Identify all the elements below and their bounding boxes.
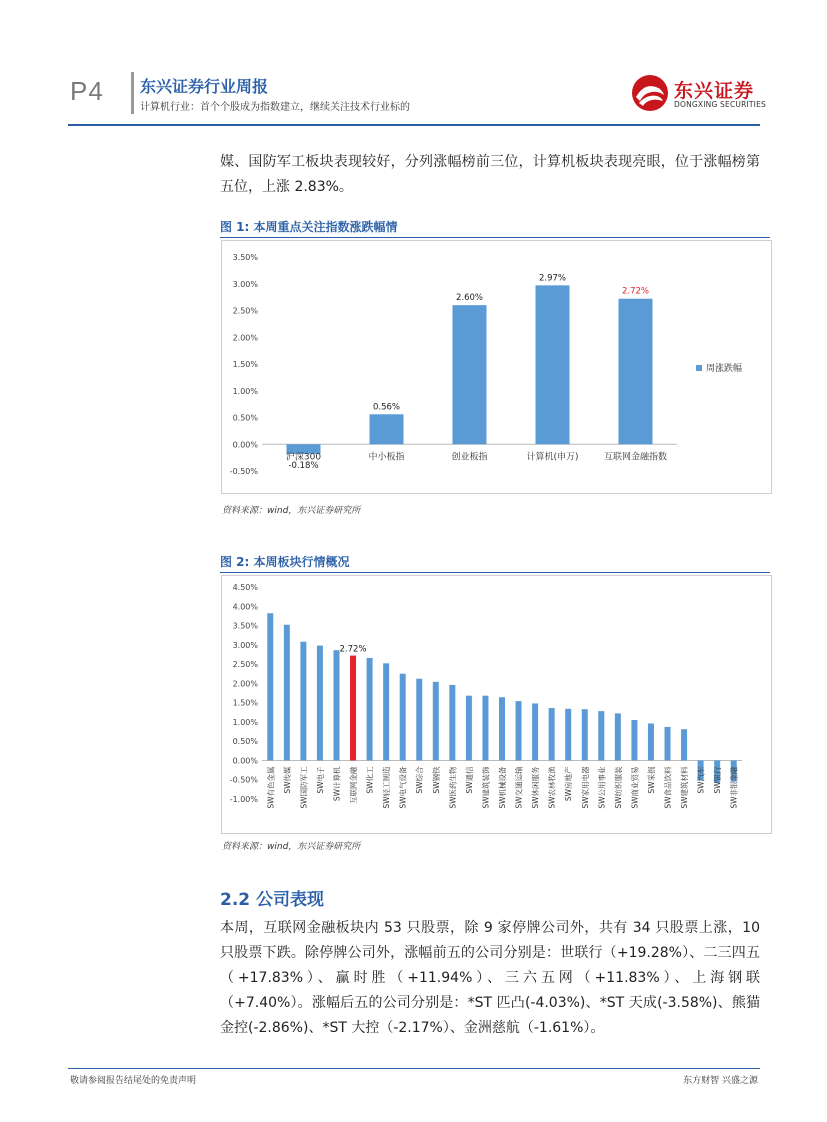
figure2-category-label: SW通信 <box>464 766 474 794</box>
figure2-category-label: SW轻工制造 <box>382 766 392 809</box>
figure2-category-label: SW银行 <box>713 766 723 794</box>
figure1-y-tick-label: 3.50% <box>232 253 258 262</box>
figure2-highlight-label: 2.72% <box>339 644 367 655</box>
figure1-y-tick-label: 2.50% <box>232 306 258 316</box>
figure2-title: 图 2: 本周板块行情概况 <box>220 555 350 569</box>
figure2-y-tick-label: 2.00% <box>232 679 258 689</box>
figure1-y-tick-label: 1.00% <box>232 386 258 396</box>
figure2-category-label: SW食品饮料 <box>663 766 673 809</box>
figure1-chart-frame <box>221 240 772 494</box>
figure2-category-label: SW综合 <box>415 766 425 794</box>
figure2-title-rule <box>220 572 770 573</box>
figure2-category-label: SW机械设备 <box>498 766 507 809</box>
figure2-bar <box>565 709 571 761</box>
figure1-data-label: 2.60% <box>455 293 484 304</box>
figure2-y-tick-label: 4.50% <box>232 583 258 592</box>
figure2-y-tick-label: 2.50% <box>232 660 258 670</box>
figure2-bar <box>383 663 389 760</box>
figure2-category-label: SW建筑材料 <box>680 766 690 809</box>
figure2-bar <box>549 708 555 760</box>
header-divider <box>131 72 134 114</box>
figure2-y-tick-label: 0.00% <box>232 756 258 766</box>
figure2-bar <box>333 650 339 760</box>
figure2-bar <box>482 696 488 761</box>
figure2-bar <box>284 625 290 761</box>
figure2-bar <box>433 682 439 761</box>
figure2-bar <box>499 697 505 760</box>
figure1-data-label: 2.97% <box>538 273 567 284</box>
figure1-title-rule <box>220 237 770 238</box>
figure1-data-label: -0.18% <box>288 460 319 471</box>
figure2-category-label: SW传媒 <box>282 766 292 794</box>
footer-rule <box>68 1068 760 1069</box>
figure1-category-label: 创业板指 <box>451 452 488 463</box>
figure2-y-tick-label: 1.00% <box>232 717 258 727</box>
figure2-y-tick-label: -0.50% <box>229 775 258 785</box>
figure2-category-label: SW汽车 <box>696 766 706 794</box>
figure2-category-label: SW电气设备 <box>398 766 408 809</box>
figure1-bar <box>370 414 404 444</box>
figure2-category-label: SW医药生物 <box>448 766 458 809</box>
figure1-y-tick-label: 2.00% <box>232 333 258 343</box>
figure2-bar <box>416 679 422 761</box>
section-title: 2.2 公司表现 <box>220 890 325 910</box>
figure2-category-label: SW建筑装饰 <box>481 766 491 809</box>
figure2-category-label: SW公用事业 <box>597 766 607 809</box>
figure2-bar <box>598 711 604 760</box>
figure2-bar <box>267 613 273 760</box>
header-rule <box>68 124 760 126</box>
figure2-bar <box>532 703 538 760</box>
figure2-category-label: SW有色金属 <box>266 766 276 809</box>
figure2-bar <box>466 696 472 761</box>
figure2-bar <box>582 709 588 760</box>
figure2-chart <box>222 576 771 833</box>
figure2-category-label: SW计算机 <box>332 766 342 802</box>
figure1-source: 资料来源：wind，东兴证券研究所 <box>222 506 361 516</box>
figure2-category-label: SW家用电器 <box>580 766 590 809</box>
figure2-y-tick-label: 3.50% <box>232 621 258 631</box>
figure1-y-tick-label: -0.50% <box>229 467 258 476</box>
figure2-bar <box>317 646 323 761</box>
figure1-category-label: 中小板指 <box>368 452 405 463</box>
figure2-category-label: SW农林牧渔 <box>547 766 557 809</box>
footer-slogan: 东方财智 兴盛之源 <box>683 1076 758 1086</box>
figure2-category-label: SW采掘 <box>646 766 656 794</box>
figure2-bar <box>681 729 687 760</box>
figure2-y-tick-label: 1.50% <box>232 698 258 708</box>
figure1-data-label: 2.72% <box>621 286 650 297</box>
figure1-legend-label: 周涨跌幅 <box>706 364 743 374</box>
figure2-bar <box>367 658 373 761</box>
figure2-category-label: SW商业贸易 <box>630 766 640 809</box>
figure2-bar <box>449 685 455 761</box>
figure1-bar <box>619 299 653 445</box>
report-title: 东兴证券行业周报 <box>140 77 269 96</box>
figure1-y-tick-label: 3.00% <box>232 279 258 289</box>
figure2-category-label: SW房地产 <box>564 766 574 802</box>
figure2-bar <box>615 713 621 760</box>
figure1-legend-swatch <box>696 365 702 371</box>
figure2-category-label: SW钢铁 <box>431 766 441 794</box>
report-subtitle: 计算机行业：首个个股成为指数建立，继续关注技术行业标的 <box>140 102 410 113</box>
intro-paragraph: 媒、国防军工板块表现较好，分列涨幅榜前三位，计算机板块表现亮眼，位于涨幅榜第五位，上涨 2.83%。 <box>220 154 760 195</box>
section-body: 本周，互联网金融板块内 53 只股票，除 9 家停牌公司外，共有 34 只股票上涨，10 只股票下跌。除停牌公司外，涨幅前五的公司分别是：世联行（+19.28%）、二三四五（+17.83%）、赢时胜（+11.94%）、三六五网（+11.83%）、上海钢联（+7.40%）。涨幅后五的公司分别是：*ST 匹凸(-4.03%)、*ST 天成(-3.58%)、熊猫金控(-2.86%)、*ST 大控（-2.17%）、金洲慈航（-1.61%）。 <box>220 920 760 1036</box>
footer-disclaimer: 敬请参阅报告结尾处的免责声明 <box>70 1076 197 1086</box>
figure2-bar <box>300 642 306 761</box>
figure1-bar <box>536 285 570 444</box>
figure2-category-label: SW纺织服装 <box>613 766 623 809</box>
figure2-source: 资料来源：wind，东兴证券研究所 <box>222 842 361 852</box>
figure2-category-label: SW化工 <box>365 766 375 794</box>
figure2-y-tick-label: 4.00% <box>232 602 258 612</box>
logo-english-name: DONGXING SECURITIES <box>674 100 766 109</box>
figure2-bar <box>648 723 654 760</box>
figure1-bar <box>453 305 487 444</box>
figure2-category-label: SW非银金融 <box>729 766 739 809</box>
figure2-chart-frame <box>221 575 772 834</box>
figure1-title: 图 1: 本周重点关注指数涨跌幅情 <box>220 220 398 234</box>
figure2-y-tick-label: 3.00% <box>232 640 258 650</box>
figure1-y-tick-label: 0.50% <box>232 413 258 423</box>
figure1-y-tick-label: 1.50% <box>232 360 258 369</box>
figure2-bar <box>400 674 406 761</box>
page-number: P4 <box>70 76 104 106</box>
figure1-category-label: 沪深300 <box>285 452 322 463</box>
figure2-y-tick-label: 0.50% <box>232 737 258 747</box>
figure1-y-tick-label: 0.00% <box>232 440 258 450</box>
figure1-category-label: 计算机(申万) <box>526 452 579 463</box>
figure1-chart <box>222 241 771 493</box>
figure1-data-label: 0.56% <box>372 402 401 413</box>
logo-emblem-icon <box>630 73 670 113</box>
figure2-bar <box>350 656 356 761</box>
logo-chinese-name: 东兴证券 <box>674 80 755 102</box>
figure2-category-label: SW国防军工 <box>299 766 309 809</box>
figure2-category-label: SW休闲服务 <box>531 766 541 809</box>
figure2-bar <box>516 701 522 760</box>
figure2-category-label: SW电子 <box>315 766 325 794</box>
figure2-category-label: 互联网金融 <box>349 766 359 804</box>
figure2-bar <box>631 720 637 760</box>
company-logo <box>630 73 766 113</box>
figure1-category-label: 互联网金融指数 <box>603 452 668 463</box>
figure2-category-label: SW交通运输 <box>514 766 524 809</box>
figure2-bar <box>665 727 671 761</box>
figure2-y-tick-label: -1.00% <box>229 795 258 804</box>
